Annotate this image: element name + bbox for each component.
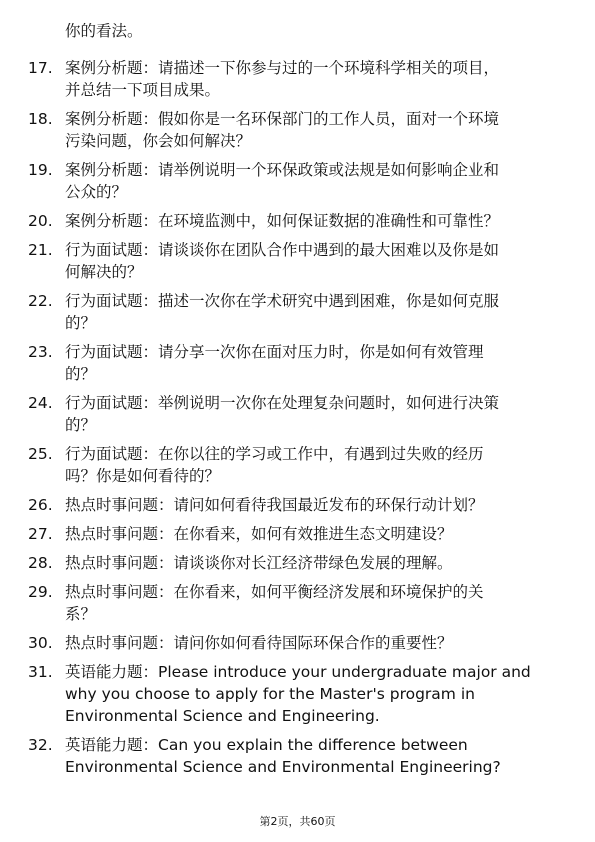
- question-item: [0, 494, 595, 516]
- question-text-line: 的？: [65, 416, 97, 434]
- question-text: [65, 159, 555, 203]
- question-text-line: 行为面试题：描述一次你在学术研究中遇到困难，你是如何克服: [65, 292, 500, 310]
- question-item: [0, 57, 595, 101]
- question-text-line: 系？: [65, 605, 97, 623]
- question-item: [0, 552, 595, 574]
- question-text: [65, 734, 555, 778]
- continuation-text: 你的看法。: [65, 22, 143, 40]
- question-text-line: 热点时事问题：请谈谈你对长江经济带绿色发展的理解。: [65, 554, 453, 572]
- question-item: [0, 581, 595, 625]
- question-text: [65, 392, 555, 436]
- question-number: 20.: [28, 212, 53, 230]
- question-text-line: 吗？你是如何看待的？: [65, 467, 221, 485]
- question-item: [0, 290, 595, 334]
- question-item: [0, 661, 595, 727]
- question-text-line: 热点时事问题：在你看来，如何平衡经济发展和环境保护的关: [65, 583, 484, 601]
- question-text: [65, 290, 555, 334]
- question-number: 26.: [28, 496, 53, 514]
- question-item: [0, 239, 595, 283]
- question-text-line: 案例分析题：假如你是一名环保部门的工作人员，面对一个环境: [65, 110, 500, 128]
- question-number: 27.: [28, 525, 53, 543]
- question-text-line: Environmental Science and Engineering.: [65, 707, 380, 725]
- question-number: 21.: [28, 241, 53, 259]
- question-number: 18.: [28, 110, 53, 128]
- question-text-line: 热点时事问题：请问如何看待我国最近发布的环保行动计划？: [65, 496, 484, 514]
- question-number: 28.: [28, 554, 53, 572]
- question-text-line: why you choose to apply for the Master's program in: [65, 685, 475, 703]
- question-number: 19.: [28, 161, 53, 179]
- question-text-line: 的？: [65, 365, 97, 383]
- question-text-line: 的？: [65, 314, 97, 332]
- question-text-line: 热点时事问题：在你看来，如何有效推进生态文明建设？: [65, 525, 453, 543]
- question-item: [0, 443, 595, 487]
- question-number: 30.: [28, 634, 53, 652]
- question-text: [65, 661, 555, 727]
- question-text-line: 行为面试题：在你以往的学习或工作中，有遇到过失败的经历: [65, 445, 484, 463]
- question-text-line: 案例分析题：请举例说明一个环保政策或法规是如何影响企业和: [65, 161, 500, 179]
- question-text-line: Environmental Science and Environmental Engineering?: [65, 758, 501, 776]
- question-text: [65, 443, 555, 487]
- question-text: [65, 210, 555, 232]
- question-text-line: 案例分析题：请描述一下你参与过的一个环境科学相关的项目，: [65, 59, 500, 77]
- page-footer: 第2页，共60页: [259, 815, 336, 828]
- question-text: [65, 552, 555, 574]
- question-text: [65, 494, 555, 516]
- question-item: [0, 341, 595, 385]
- question-text: [65, 632, 555, 654]
- question-text-line: 热点时事问题：请问你如何看待国际环保合作的重要性？: [65, 634, 453, 652]
- question-text-line: 英语能力题：Can you explain the difference between: [65, 736, 468, 754]
- question-text: [65, 108, 555, 152]
- question-item: [0, 734, 595, 778]
- question-text: [65, 523, 555, 545]
- question-number: 31.: [28, 663, 53, 681]
- question-list: [0, 57, 595, 785]
- question-text: [65, 239, 555, 283]
- question-number: 24.: [28, 394, 53, 412]
- question-text-line: 行为面试题：举例说明一次你在处理复杂问题时，如何进行决策: [65, 394, 500, 412]
- question-item: [0, 210, 595, 232]
- question-item: [0, 392, 595, 436]
- question-text: [65, 341, 555, 385]
- question-item: [0, 523, 595, 545]
- question-text-line: 行为面试题：请谈谈你在团队合作中遇到的最大困难以及你是如: [65, 241, 500, 259]
- question-item: [0, 632, 595, 654]
- question-text-line: 公众的？: [65, 183, 128, 201]
- question-number: 17.: [28, 59, 53, 77]
- question-text: [65, 581, 555, 625]
- question-number: 22.: [28, 292, 53, 310]
- question-text-line: 案例分析题：在环境监测中，如何保证数据的准确性和可靠性？: [65, 212, 500, 230]
- question-text-line: 污染问题，你会如何解决？: [65, 132, 252, 150]
- question-text-line: 行为面试题：请分享一次你在面对压力时，你是如何有效管理: [65, 343, 484, 361]
- question-number: 29.: [28, 583, 53, 601]
- question-number: 25.: [28, 445, 53, 463]
- question-number: 32.: [28, 736, 53, 754]
- question-item: [0, 159, 595, 203]
- question-text-line: 并总结一下项目成果。: [65, 81, 221, 99]
- question-text-line: 何解决的？: [65, 263, 143, 281]
- question-text-line: 英语能力题：Please introduce your undergraduate major and: [65, 663, 531, 681]
- question-text: [65, 57, 555, 101]
- question-item: [0, 108, 595, 152]
- question-number: 23.: [28, 343, 53, 361]
